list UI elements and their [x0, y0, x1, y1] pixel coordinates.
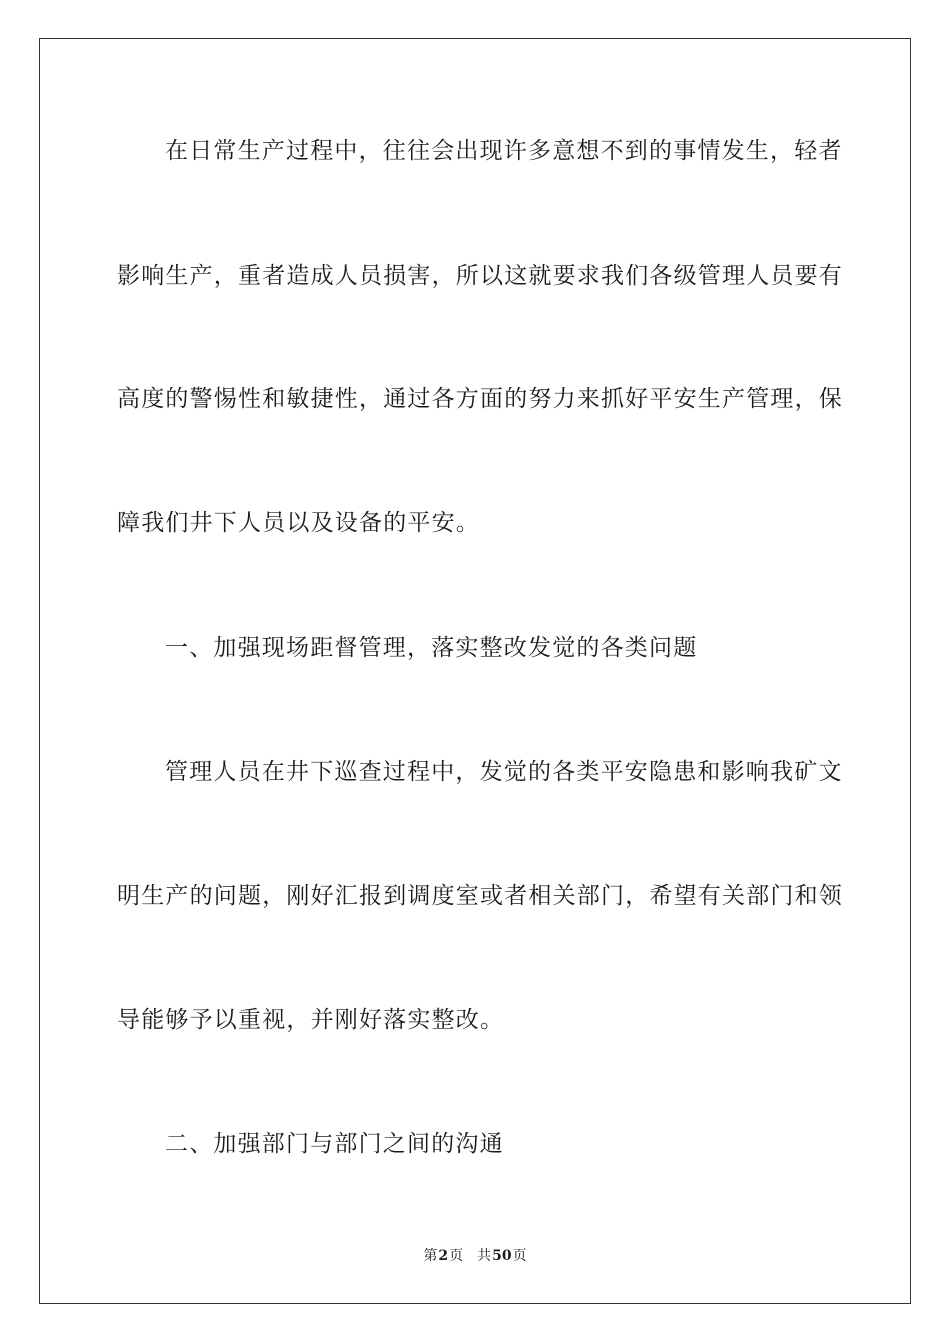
footer-page-number: 2 — [438, 1248, 449, 1264]
section-heading-2: 二、加强部门与部门之间的沟通 — [165, 1131, 504, 1157]
paragraph-1-line-4: 障我们井下人员以及设备的平安。 — [117, 510, 480, 536]
footer-total-suffix: 页 — [512, 1248, 527, 1264]
section-heading-1: 一、加强现场距督管理，落实整改发觉的各类问题 — [165, 635, 698, 661]
paragraph-2-line-2: 明生产的问题，刚好汇报到调度室或者相关部门，希望有关部门和领 — [117, 883, 843, 909]
footer-total-prefix: 共 — [477, 1248, 492, 1264]
paragraph-2-line-1: 管理人员在井下巡查过程中，发觉的各类平安隐患和影响我矿文 — [165, 759, 843, 785]
footer-total-pages: 50 — [492, 1248, 512, 1264]
footer-page-prefix: 第 — [423, 1248, 438, 1264]
paragraph-1-line-1: 在日常生产过程中，往往会出现许多意想不到的事情发生，轻者 — [165, 138, 843, 164]
paragraph-1-line-2: 影响生产，重者造成人员损害，所以这就要求我们各级管理人员要有 — [117, 263, 843, 289]
paragraph-1-line-3: 高度的警惕性和敏捷性，通过各方面的努力来抓好平安生产管理，保 — [117, 386, 843, 412]
page-footer — [0, 1247, 950, 1265]
footer-page-suffix: 页 — [449, 1248, 464, 1264]
page-border — [39, 38, 911, 1304]
paragraph-2-line-3: 导能够予以重视，并刚好落实整改。 — [117, 1007, 505, 1033]
